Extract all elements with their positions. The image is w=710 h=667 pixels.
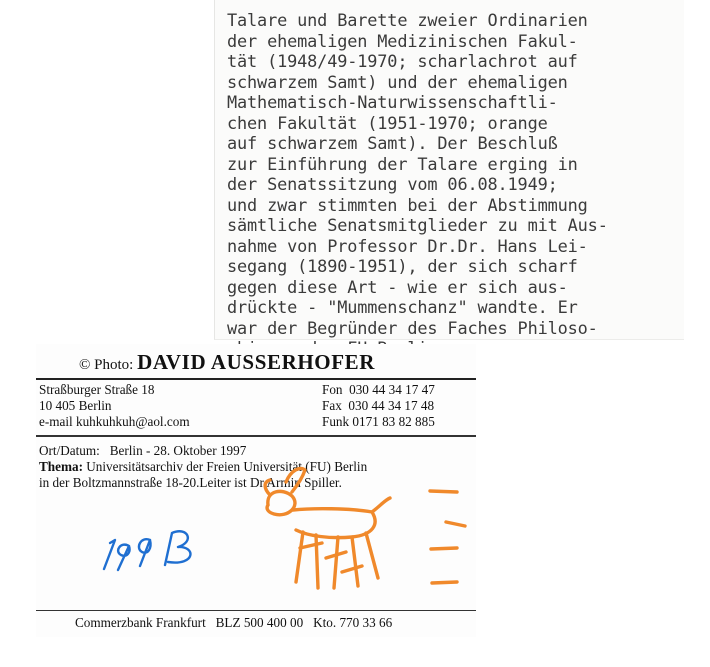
email: e-mail kuhkuhkuh@aol.com xyxy=(39,414,190,429)
divider xyxy=(36,435,476,437)
thema-row-2 xyxy=(39,475,342,491)
fax-number: Fax 030 44 34 17 48 xyxy=(322,398,435,413)
street: Straßburger Straße 18 xyxy=(39,382,155,397)
phone-block xyxy=(322,382,435,430)
newspaper-clipping xyxy=(214,0,684,340)
thema-row xyxy=(39,459,367,475)
photo-stamp xyxy=(36,344,476,637)
ort-value: Berlin - 28. Oktober 1997 xyxy=(109,443,247,458)
photographer-name: DAVID AUSSERHOFER xyxy=(137,350,376,374)
fon-number: Fon 030 44 34 17 47 xyxy=(322,382,435,397)
ort-label: Ort/Datum: xyxy=(39,443,100,458)
thema-line-1: Universitätsarchiv der Freien Universität (FU) Berlin xyxy=(86,459,368,474)
thema-line-2: in der Boltzmannstraße 18-20.Leiter ist Dr.Armin Spiller. xyxy=(39,475,342,490)
ort-datum-row xyxy=(39,443,246,459)
divider xyxy=(36,610,476,611)
bank-details: Commerzbank Frankfurt BLZ 500 400 00 Kto. 770 33 66 xyxy=(75,615,393,630)
photo-prefix: © Photo: xyxy=(79,357,138,373)
address-block xyxy=(39,382,190,430)
funk-number: Funk 0171 83 82 885 xyxy=(322,414,435,429)
clipping-text: Talare und Barette zweier Ordinarien der ehemaligen Medizinischen Fakul- tät (1948/49-1970; scharlachrot auf schwarzem Samt) und der ehemaligen Mathematisch-Naturwissenschaftli- chen Fakultät (1951-1970; orange auf schwarzem Samt). Der Beschluß zur Einführung der Talare erging in der Senatssitzung vom 06.08.1949; und zwar stimmten bei der Abstimmung sämtliche Senatsmitglieder zu mit Aus- nahme von Professor Dr.Dr. Hans Lei- segang (1890-1951), der sich scharf gegen diese Art - wie er sich aus- drückte - "Mummenschanz" wandte. Er war der Begründer des Faches Philoso- xyxy=(227,10,608,338)
city: 10 405 Berlin xyxy=(39,398,112,413)
divider xyxy=(36,378,476,380)
photo-credit xyxy=(79,350,375,375)
thema-label: Thema: xyxy=(39,459,83,474)
